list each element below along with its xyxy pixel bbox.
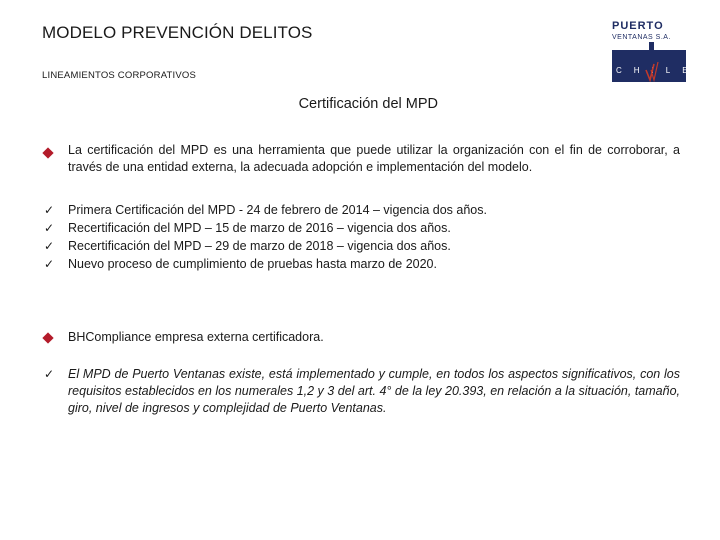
page-title: MODELO PREVENCIÓN DELITOS — [42, 23, 313, 42]
checklist-item: Recertificación del MPD – 15 de marzo de 2016 – vigencia dos años. — [68, 221, 451, 235]
section-heading-text: Certificación del MPD — [298, 96, 438, 112]
page-subtitle: LINEAMIENTOS CORPORATIVOS — [42, 70, 197, 81]
checklist-item: Nuevo proceso de cumplimiento de pruebas hasta marzo de 2020. — [68, 257, 437, 271]
diamond-bullet-icon — [44, 334, 53, 343]
checkmark-icon: ✓ — [44, 221, 55, 235]
checkmark-icon: ✓ — [44, 203, 55, 217]
diamond-bullet-icon — [44, 149, 53, 158]
conclusion-paragraph: El MPD de Puerto Ventanas existe, está implementado y cumple, en todos los aspectos significativos, con los requisitos establecidos en los numerales 1,2 y 3 del art. 4° de la ley 20.393, en relación a la situación, tamaño, giro, nivel de ingresos y complejidad de Puerto Ventanas. — [68, 367, 680, 415]
certification-checklist — [68, 201, 487, 273]
logo-mark-icon — [644, 60, 660, 82]
checkmark-icon: ✓ — [44, 367, 55, 381]
checklist-item: Recertificación del MPD – 29 de marzo de 2018 – vigencia dos años. — [68, 239, 451, 253]
checkmark-icon: ✓ — [44, 257, 55, 271]
logo-bar — [649, 42, 654, 62]
logo-middle-text: VENTANAS S.A. — [612, 34, 671, 41]
company-logo — [612, 20, 700, 82]
intro-paragraph: La certificación del MPD es una herramienta que puede utilizar la organización con el fin de corroborar, a través de una entidad externa, la adecuada adopción e implementación del modelo. — [68, 143, 680, 174]
certifier-text: BHCompliance empresa externa certificadora. — [68, 330, 324, 344]
checkmark-icon: ✓ — [44, 239, 55, 253]
logo-bottom-text: CHILE — [616, 66, 700, 75]
logo-top-text: PUERTO — [612, 20, 664, 32]
checklist-item: Primera Certificación del MPD - 24 de febrero de 2014 – vigencia dos años. — [68, 203, 487, 217]
section-heading — [0, 96, 690, 112]
